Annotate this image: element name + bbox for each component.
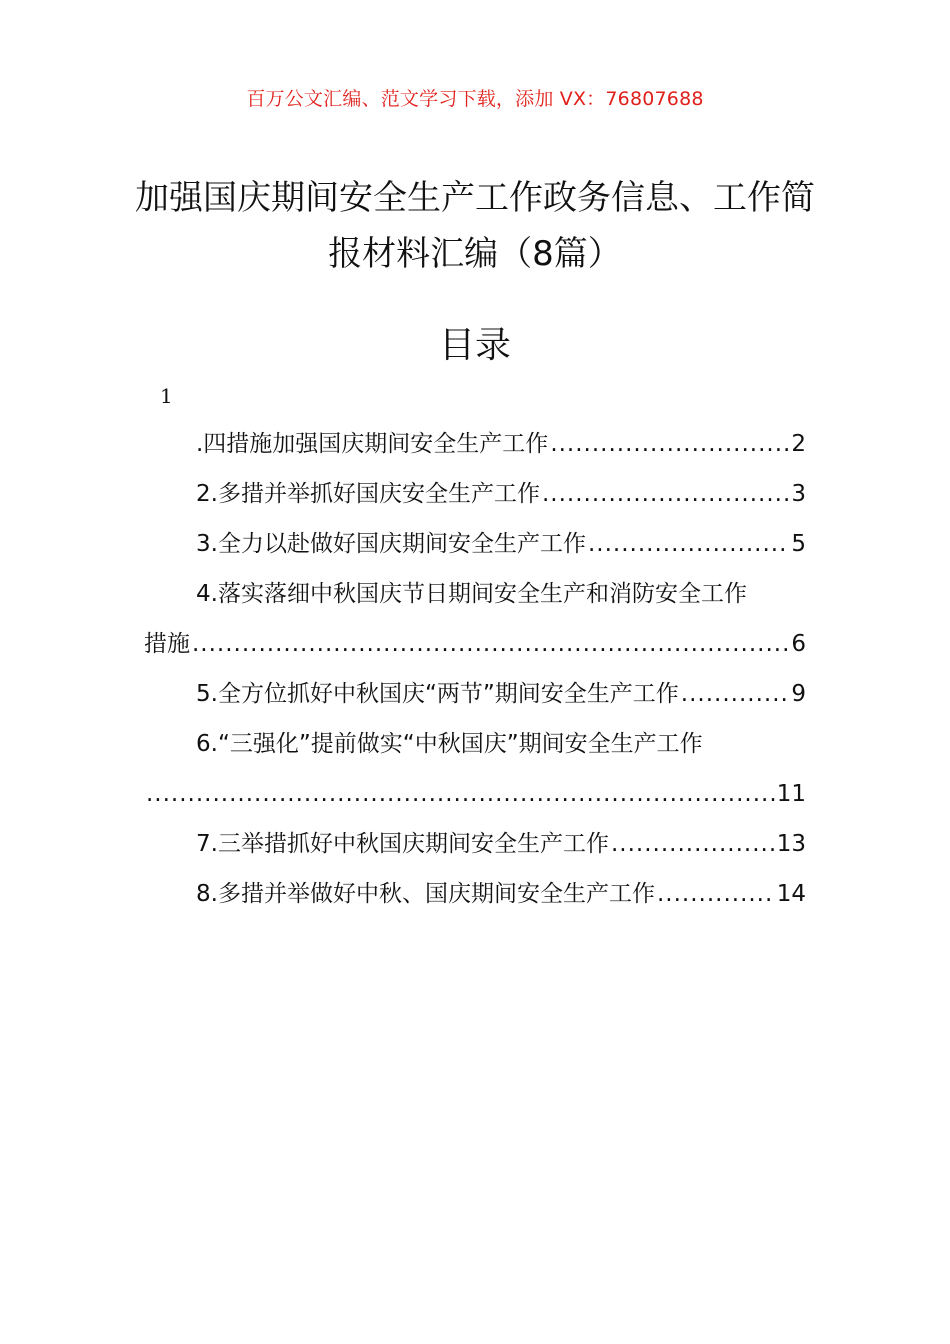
stray-number: 1 bbox=[160, 384, 173, 408]
toc-page-number: 6 bbox=[791, 631, 806, 657]
header-banner: 百万公文汇编、范文学习下载，添加 VX：76807688 bbox=[246, 88, 704, 110]
document-title: 加强国庆期间安全生产工作政务信息、工作简报材料汇编（8篇） bbox=[135, 178, 815, 274]
toc-line bbox=[144, 519, 806, 569]
toc-line bbox=[144, 669, 806, 719]
toc-entry[interactable] bbox=[144, 569, 806, 669]
toc-page-number: 14 bbox=[776, 881, 806, 907]
toc-entry[interactable] bbox=[144, 819, 806, 869]
toc-entry-title: 2.多措并举抓好国庆安全生产工作 bbox=[196, 481, 540, 507]
dot-leader bbox=[657, 869, 775, 919]
toc-line bbox=[144, 819, 806, 869]
toc-entry-title: 3.全力以赴做好国庆期间安全生产工作 bbox=[196, 531, 586, 557]
toc-page-number: 5 bbox=[791, 531, 806, 557]
toc-line bbox=[144, 769, 806, 819]
dot-leader bbox=[192, 619, 789, 669]
toc-entry[interactable] bbox=[144, 869, 806, 919]
toc-entry-title: 6.“三强化”提前做实“中秋国庆”期间安全生产工作 bbox=[196, 731, 703, 757]
toc-line bbox=[144, 419, 806, 469]
toc-entry-title: 措施 bbox=[144, 631, 190, 657]
toc-entry[interactable] bbox=[144, 469, 806, 519]
toc-page-number: 13 bbox=[776, 831, 806, 857]
toc-entry[interactable] bbox=[144, 719, 806, 819]
toc-line bbox=[144, 719, 806, 769]
dot-leader bbox=[611, 819, 775, 869]
toc-page-number: 9 bbox=[791, 681, 806, 707]
dot-leader bbox=[681, 669, 790, 719]
toc-page-number: 3 bbox=[791, 481, 806, 507]
dot-leader bbox=[146, 769, 775, 819]
toc-line bbox=[144, 569, 806, 619]
dot-leader bbox=[588, 519, 789, 569]
toc-entry[interactable] bbox=[144, 519, 806, 569]
toc-page-number: 11 bbox=[776, 781, 806, 807]
toc-heading: 目录 bbox=[438, 325, 511, 366]
toc-page-number: 2 bbox=[791, 431, 806, 457]
toc-line bbox=[144, 619, 806, 669]
toc-entry-title: .四措施加强国庆期间安全生产工作 bbox=[196, 431, 549, 457]
toc-line bbox=[144, 869, 806, 919]
toc-entry-title: 7.三举措抓好中秋国庆期间安全生产工作 bbox=[196, 831, 609, 857]
table-of-contents bbox=[144, 419, 806, 919]
dot-leader bbox=[542, 469, 789, 519]
toc-entry[interactable] bbox=[144, 419, 806, 469]
toc-entry[interactable] bbox=[144, 669, 806, 719]
toc-entry-title: 4.落实落细中秋国庆节日期间安全生产和消防安全工作 bbox=[196, 581, 747, 607]
dot-leader bbox=[550, 419, 789, 469]
toc-entry-title: 5.全方位抓好中秋国庆“两节”期间安全生产工作 bbox=[196, 681, 679, 707]
toc-line bbox=[144, 469, 806, 519]
toc-entry-title: 8.多措并举做好中秋、国庆期间安全生产工作 bbox=[196, 881, 655, 907]
